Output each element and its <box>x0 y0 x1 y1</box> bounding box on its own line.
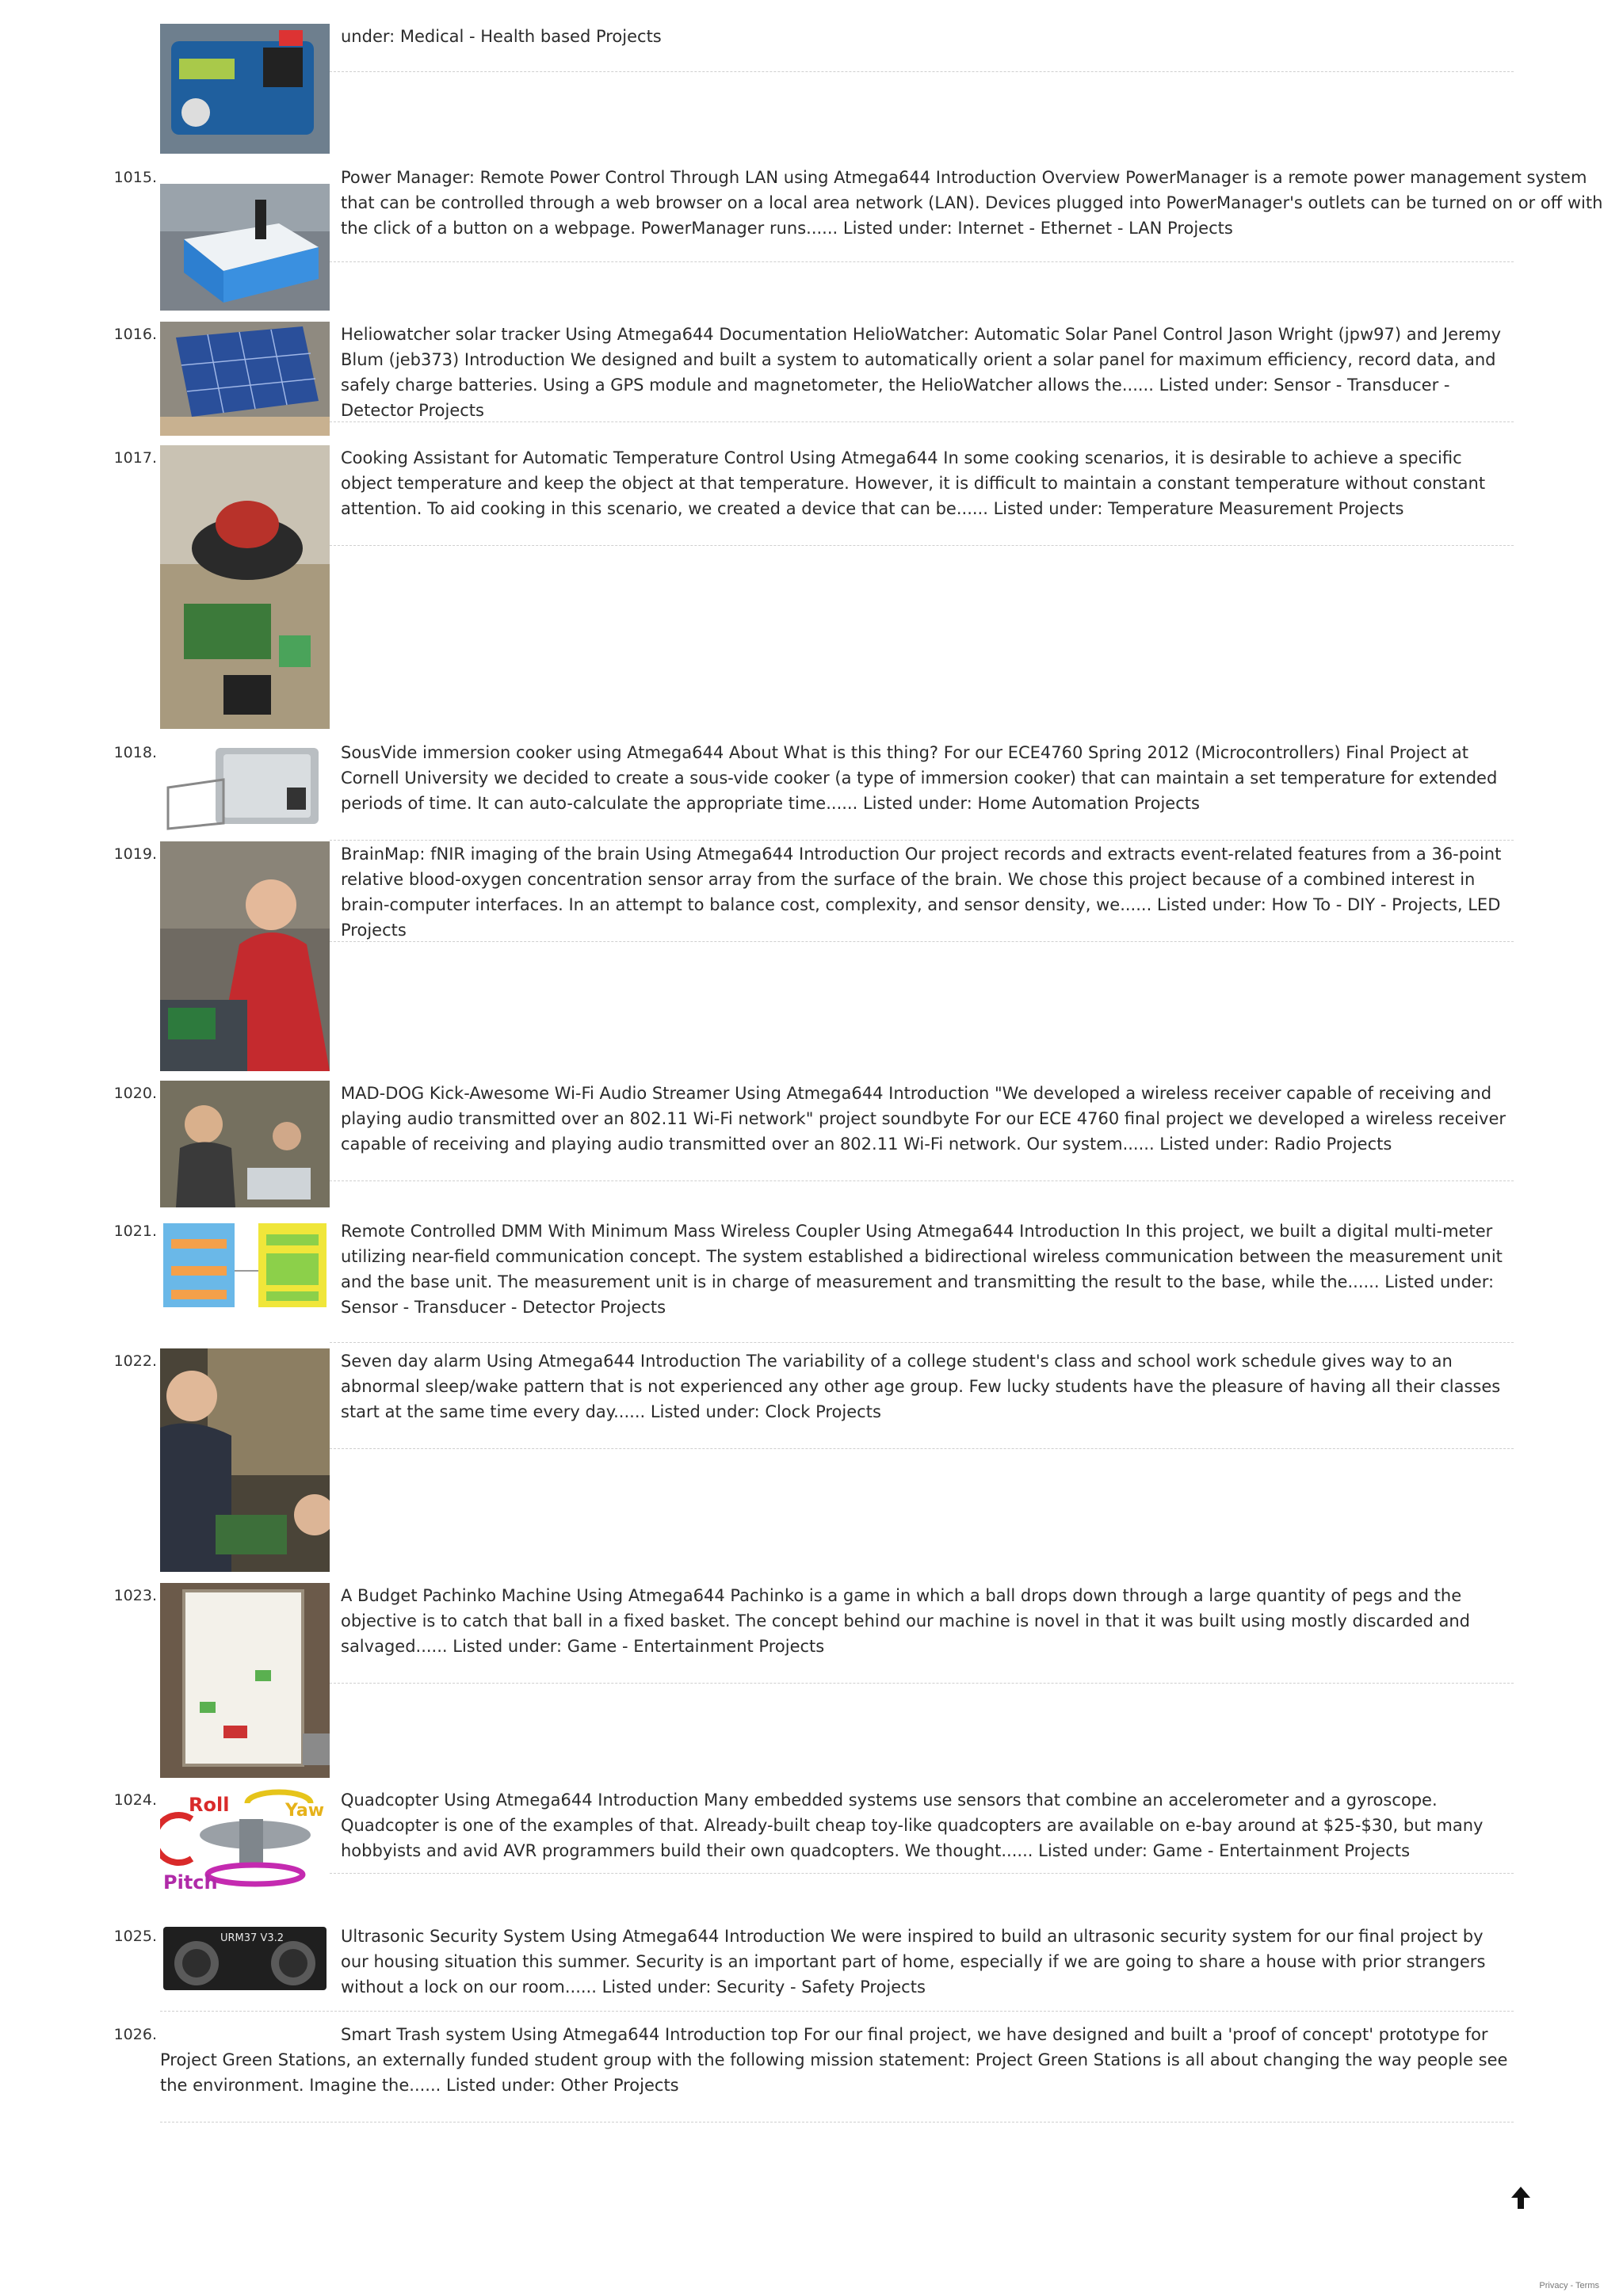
sensor-model-label: URM37 V3.2 <box>220 1932 285 1944</box>
item-separator <box>330 1180 1514 1181</box>
item-number: 1025. <box>113 1928 157 1945</box>
item-separator <box>330 261 1514 262</box>
project-thumbnail-pachinko[interactable] <box>160 1583 330 1778</box>
item-separator <box>330 1683 1514 1684</box>
project-thumbnail-block-diagram[interactable] <box>160 1219 330 1312</box>
item-separator <box>330 71 1514 72</box>
project-description: Heliowatcher solar tracker Using Atmega644 Documentation HelioWatcher: Automatic Solar Panel Control Jason Wright (jpw97) and Jeremy Blum (jeb373) Introduction We designed and built a system to automatically orient a solar panel for maximum efficiency, record data, and safely charge batteries. Using a GPS module and magnetometer, the HelioWatcher allows the...... Listed under: Sensor - Transducer - Detector Projects <box>341 325 1501 420</box>
project-thumbnail-quadcopter[interactable] <box>160 1787 330 1895</box>
project-thumbnail-lab-person[interactable] <box>160 841 330 1071</box>
project-description: Remote Controlled DMM With Minimum Mass Wireless Coupler Using Atmega644 Introduction In this project, we built a digital multi-meter utilizing near-field communication concept. The system established a bidirectional wireless communication between the measurement unit and the base unit. The measurement unit is in charge of measurement and transmitting the result to the base, while the...... Listed under: Sensor - Transducer - Detector Projects <box>341 1222 1503 1317</box>
project-thumbnail-ultrasonic[interactable] <box>160 1924 330 1993</box>
item-separator <box>330 941 1514 942</box>
footer-links <box>1539 2281 1599 2290</box>
item-number: 1026. <box>113 2026 157 2043</box>
item-separator <box>330 1873 1514 1874</box>
pitch-label: Pitch <box>163 1871 218 1894</box>
project-thumbnail-medical-device[interactable] <box>160 24 330 154</box>
item-number: 1017. <box>113 449 157 467</box>
project-description: Quadcopter Using Atmega644 Introduction Many embedded systems use sensors that combine an accelerometer and a gyroscope. Quadcopter is one of the examples of that. Already-built cheap toy-like quadcopters are available on e-bay around at $25-$30, but many hobbyists and avid AVR programmers build their own quadcopters. We thought...... Listed under: Game - Entertainment Projects <box>341 1791 1484 1860</box>
project-thumbnail-cooking[interactable] <box>160 445 330 729</box>
item-separator <box>330 421 1514 422</box>
project-thumbnail-lab-team[interactable] <box>160 1081 330 1207</box>
item-number: 1018. <box>113 744 157 761</box>
project-description <box>341 165 1607 241</box>
privacy-link[interactable]: Privacy <box>1539 2281 1568 2290</box>
project-thumbnail-power-box[interactable] <box>160 184 330 311</box>
project-description-text: Power Manager: Remote Power Control Through LAN using Atmega644 Introduction Overview PowerManager is a remote power management system that can be controlled through a web browser on a local area network (LAN). Devices plugged into PowerManager's outlets can be turned on or off with the click of a button on a webpage. PowerManager runs...... Listed under: Internet - Ethernet - LAN Projects <box>341 168 1603 238</box>
project-description: Smart Trash system Using Atmega644 Introduction top For our final project, we have designed and built a 'proof of concept' prototype for Project Green Stations, an externally funded student group with the following mission statement: Project Green Stations is all about changing the way people see the environment. Imagine the...... Listed under: Other Projects <box>160 2025 1508 2095</box>
arrow-up-icon <box>1510 2185 1532 2210</box>
project-thumbnail-solar-panel[interactable] <box>160 322 330 436</box>
item-separator <box>330 840 1514 841</box>
project-description: under: Medical - Health based Projects <box>341 27 662 46</box>
terms-link[interactable]: Terms <box>1575 2281 1599 2290</box>
item-separator <box>330 545 1514 546</box>
project-description: BrainMap: fNIR imaging of the brain Using Atmega644 Introduction Our project records and extracts event-related features from a 36-point relative blood-oxygen concentration sensor array from the surface of the brain. We chose this project because of a combined interest in brain-computer interfaces. In an attempt to balance cost, complexity, and sensor density, we...... Listed under: How To - DIY - Projects, LED Projects <box>341 845 1502 940</box>
yaw-label: Yaw <box>285 1801 325 1821</box>
item-separator <box>330 1342 1514 1343</box>
project-description: SousVide immersion cooker using Atmega644 About What is this thing? For our ECE4760 Spring 2012 (Microcontrollers) Final Project at Cornell University we decided to create a sous-vide cooker (a type of immersion cooker) that can maintain a set temperature for extended periods of time. It can auto-calculate the appropriate time...... Listed under: Home Automation Projects <box>341 743 1498 813</box>
item-number: 1020. <box>113 1085 157 1102</box>
scroll-to-top-button[interactable] <box>1510 2185 1532 2210</box>
project-thumbnail-sousvide[interactable] <box>160 740 330 832</box>
item-separator <box>330 1448 1514 1449</box>
item-separator <box>160 2011 1514 2012</box>
item-number: 1023. <box>113 1587 157 1604</box>
project-description: Ultrasonic Security System Using Atmega644 Introduction We were inspired to build an ultrasonic security system for our final project by our housing situation this summer. Security is an important part of home, especially if we are going to share a house with prior strangers without a lock on our room...... Listed under: Security - Safety Projects <box>341 1927 1486 1997</box>
project-description: MAD-DOG Kick-Awesome Wi-Fi Audio Streamer Using Atmega644 Introduction "We developed a wireless receiver capable of receiving and playing audio transmitted over an 802.11 Wi-Fi network" project soundbyte For our ECE 4760 final project we developed a wireless receiver capable of receiving and playing audio transmitted over an 802.11 Wi-Fi network. Our system...... Listed under: Radio Projects <box>341 1084 1506 1154</box>
item-number: 1019. <box>113 845 157 863</box>
item-number: 1016. <box>113 326 157 343</box>
item-number: 1022. <box>113 1352 157 1370</box>
project-description: A Budget Pachinko Machine Using Atmega644 Pachinko is a game in which a ball drops down through a large quantity of pegs and the objective is to catch that ball in a fixed basket. The concept behind our machine is novel in that it was built using mostly discarded and salvaged...... Listed under: Game - Entertainment Projects <box>341 1586 1471 1656</box>
roll-label: Roll <box>189 1794 230 1816</box>
project-description: Seven day alarm Using Atmega644 Introduction The variability of a college student's class and school work schedule gives way to an abnormal sleep/wake pattern that is not experienced any other age group. Few lucky students have the pleasure of having all their classes start at the same time every day...... Listed under: Clock Projects <box>341 1352 1501 1421</box>
project-description: Cooking Assistant for Automatic Temperature Control Using Atmega644 In some cooking scenarios, it is desirable to achieve a specific object temperature and keep the object at that temperature. However, it is difficult to maintain a constant temperature without constant attention. To aid cooking in this scenario, we created a device that can be...... Listed under: Temperature Measurement Projects <box>341 448 1486 518</box>
item-number: 1024. <box>113 1791 157 1809</box>
footer-separator: - <box>1568 2281 1576 2290</box>
item-number: 1015. <box>113 169 157 186</box>
item-number: 1021. <box>113 1222 157 1240</box>
project-thumbnail-students[interactable] <box>160 1348 330 1572</box>
